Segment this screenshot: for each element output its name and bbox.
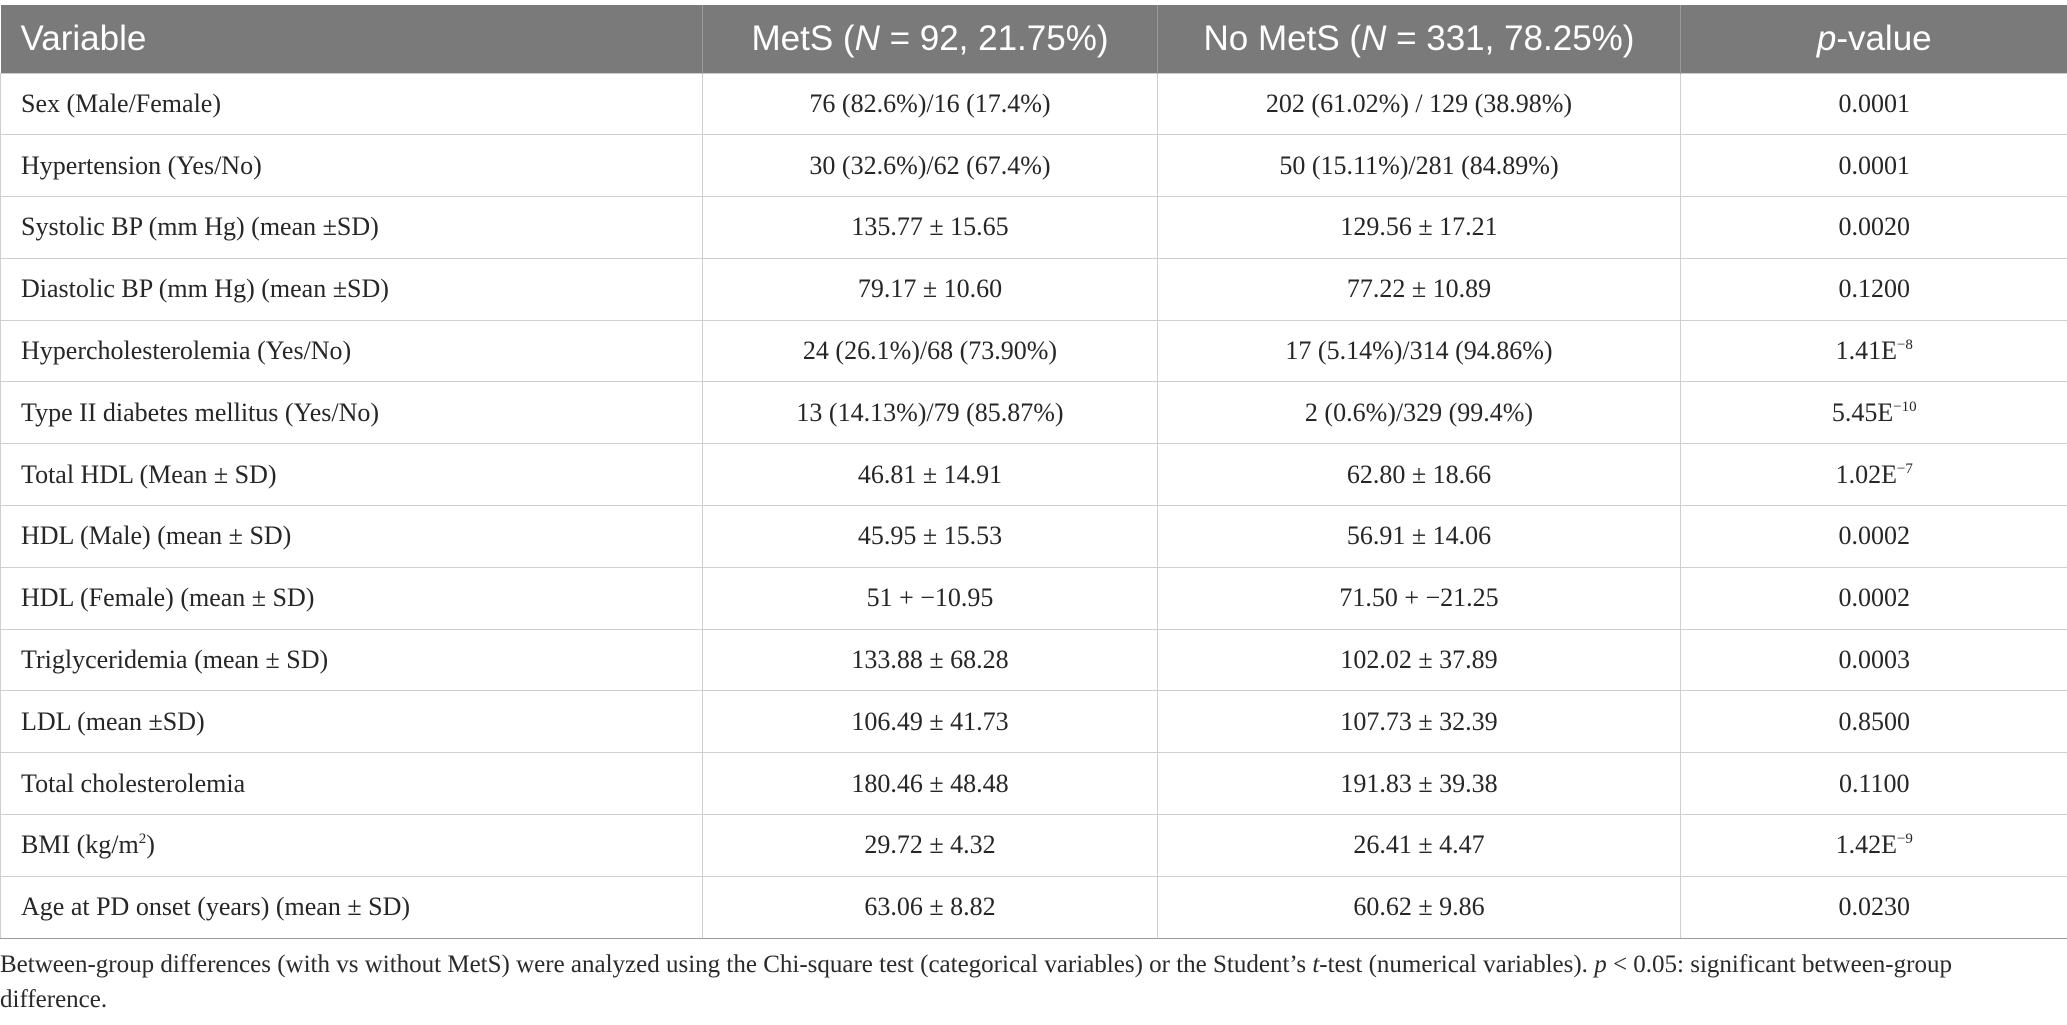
cell-mets: 133.88 ± 68.28 [703,629,1158,691]
table-header-row [1,5,2067,73]
cell-no-mets: 191.83 ± 39.38 [1158,753,1681,815]
cell-p-value [1681,691,2067,753]
variable-text: Triglyceridemia (mean ± SD) [21,645,329,675]
variable-text: Type II diabetes mellitus (Yes/No) [21,397,380,427]
cell-variable [1,135,703,197]
cell-mets: 106.49 ± 41.73 [703,691,1158,753]
p-value-base: 0.0003 [1838,645,1910,675]
cell-variable [1,567,703,629]
cell-no-mets: 129.56 ± 17.21 [1158,197,1681,259]
p-value-base: 0.1100 [1838,768,1910,798]
cell-mets: 13 (14.13%)/79 (85.87%) [703,382,1158,444]
header-mets-n: N [854,18,880,58]
cell-mets: 79.17 ± 10.60 [703,258,1158,320]
p-value-base: 0.0230 [1838,892,1910,922]
cell-p-value [1681,197,2067,259]
table-body [1,73,2067,938]
cell-variable [1,815,703,877]
cell-mets: 46.81 ± 14.91 [703,444,1158,506]
p-value-base: 0.0001 [1838,88,1910,118]
cell-variable [1,258,703,320]
variable-text: Diastolic BP (mm Hg) (mean ±SD) [21,274,389,304]
variable-text: Total cholesterolemia [21,768,246,798]
cell-p-value [1681,815,2067,877]
footnote-t: t [1312,951,1320,978]
cell-p-value [1681,444,2067,506]
variable-text: HDL (Male) (mean ± SD) [21,521,292,551]
table-row [1,444,2067,506]
cell-variable [1,691,703,753]
header-no-mets-post: = 331, 78.25%) [1386,18,1635,58]
p-value-base: 0.0002 [1838,583,1910,613]
p-value-base: 1.41E [1835,336,1897,366]
cell-no-mets: 60.62 ± 9.86 [1158,876,1681,938]
cell-no-mets: 2 (0.6%)/329 (99.4%) [1158,382,1681,444]
footnote-p: p [1594,951,1607,978]
table-row [1,567,2067,629]
cell-variable [1,506,703,568]
cell-variable [1,73,703,135]
cell-mets: 63.06 ± 8.82 [703,876,1158,938]
cell-p-value [1681,753,2067,815]
header-p-value [1681,5,2067,73]
cell-p-value [1681,135,2067,197]
variable-text: BMI (kg/m [21,830,139,860]
header-mets-post: = 92, 21.75%) [879,18,1109,58]
header-no-mets-pre: No MetS ( [1203,18,1362,58]
cell-no-mets: 77.22 ± 10.89 [1158,258,1681,320]
variable-text: Total HDL (Mean ± SD) [21,459,277,489]
p-value-base: 0.1200 [1838,274,1910,304]
table-row [1,753,2067,815]
table-row [1,876,2067,938]
cell-p-value [1681,876,2067,938]
variable-text: HDL (Female) (mean ± SD) [21,583,315,613]
cell-variable [1,753,703,815]
header-variable [1,5,703,73]
cell-mets: 51 + −10.95 [703,567,1158,629]
table-row [1,135,2067,197]
table-row [1,629,2067,691]
p-value-base: 0.8500 [1838,706,1910,736]
p-value-exponent: −7 [1896,460,1913,477]
table-row [1,320,2067,382]
variable-text: Systolic BP (mm Hg) (mean ±SD) [21,212,379,242]
cell-no-mets: 102.02 ± 37.89 [1158,629,1681,691]
p-value-base: 0.0020 [1838,212,1910,242]
results-table-container [0,5,2067,939]
variable-text: LDL (mean ±SD) [21,706,205,736]
variable-text: Hypercholesterolemia (Yes/No) [21,336,352,366]
p-value-base: 5.45E [1831,397,1894,427]
cell-mets: 45.95 ± 15.53 [703,506,1158,568]
cell-mets: 76 (82.6%)/16 (17.4%) [703,73,1158,135]
table-row [1,382,2067,444]
cell-no-mets: 56.91 ± 14.06 [1158,506,1681,568]
cell-p-value [1681,258,2067,320]
table-footnote [0,947,2040,1017]
results-table [0,5,2067,939]
table-row [1,815,2067,877]
cell-p-value [1681,567,2067,629]
variable-suffix: ) [146,830,155,860]
p-value-exponent: −8 [1896,337,1913,354]
table-row [1,197,2067,259]
cell-no-mets: 17 (5.14%)/314 (94.86%) [1158,320,1681,382]
cell-no-mets: 26.41 ± 4.47 [1158,815,1681,877]
header-p-post: -value [1836,18,1932,58]
cell-mets: 30 (32.6%)/62 (67.4%) [703,135,1158,197]
cell-no-mets: 202 (61.02%) / 129 (38.98%) [1158,73,1681,135]
cell-mets: 180.46 ± 48.48 [703,753,1158,815]
cell-p-value [1681,73,2067,135]
header-mets [703,5,1158,73]
p-value-base: 1.42E [1835,830,1897,860]
cell-p-value [1681,382,2067,444]
table-row [1,258,2067,320]
cell-variable [1,444,703,506]
footnote-part1: Between-group differences (with vs without MetS) were analyzed using the Chi-square test (categorical variables) or the Student’s [0,951,1313,978]
footnote-part3: < 0.05: significant between-group difference. [0,951,1952,1013]
table-row [1,73,2067,135]
cell-no-mets: 50 (15.11%)/281 (84.89%) [1158,135,1681,197]
cell-variable [1,320,703,382]
footnote-part2: -test (numerical variables). [1319,951,1595,978]
cell-variable [1,197,703,259]
cell-p-value [1681,320,2067,382]
header-no-mets [1158,5,1681,73]
header-mets-pre: MetS ( [751,18,855,58]
table-row [1,691,2067,753]
variable-superscript: 2 [138,831,147,848]
p-value-base: 0.0002 [1838,521,1910,551]
variable-text: Sex (Male/Female) [21,88,221,118]
cell-no-mets: 107.73 ± 32.39 [1158,691,1681,753]
cell-p-value [1681,629,2067,691]
cell-no-mets: 71.50 + −21.25 [1158,567,1681,629]
cell-mets: 24 (26.1%)/68 (73.90%) [703,320,1158,382]
cell-variable [1,382,703,444]
cell-variable [1,629,703,691]
cell-no-mets: 62.80 ± 18.66 [1158,444,1681,506]
header-no-mets-n: N [1361,18,1387,58]
cell-p-value [1681,506,2067,568]
header-variable-text: Variable [20,18,147,58]
table-row [1,506,2067,568]
cell-mets: 29.72 ± 4.32 [703,815,1158,877]
variable-text: Age at PD onset (years) (mean ± SD) [21,892,410,922]
p-value-exponent: −9 [1896,831,1913,848]
cell-variable [1,876,703,938]
p-value-base: 0.0001 [1838,150,1910,180]
variable-text: Hypertension (Yes/No) [21,150,262,180]
p-value-exponent: −10 [1893,398,1917,415]
p-value-base: 1.02E [1835,459,1897,489]
header-p-letter: p [1816,18,1837,58]
cell-mets: 135.77 ± 15.65 [703,197,1158,259]
